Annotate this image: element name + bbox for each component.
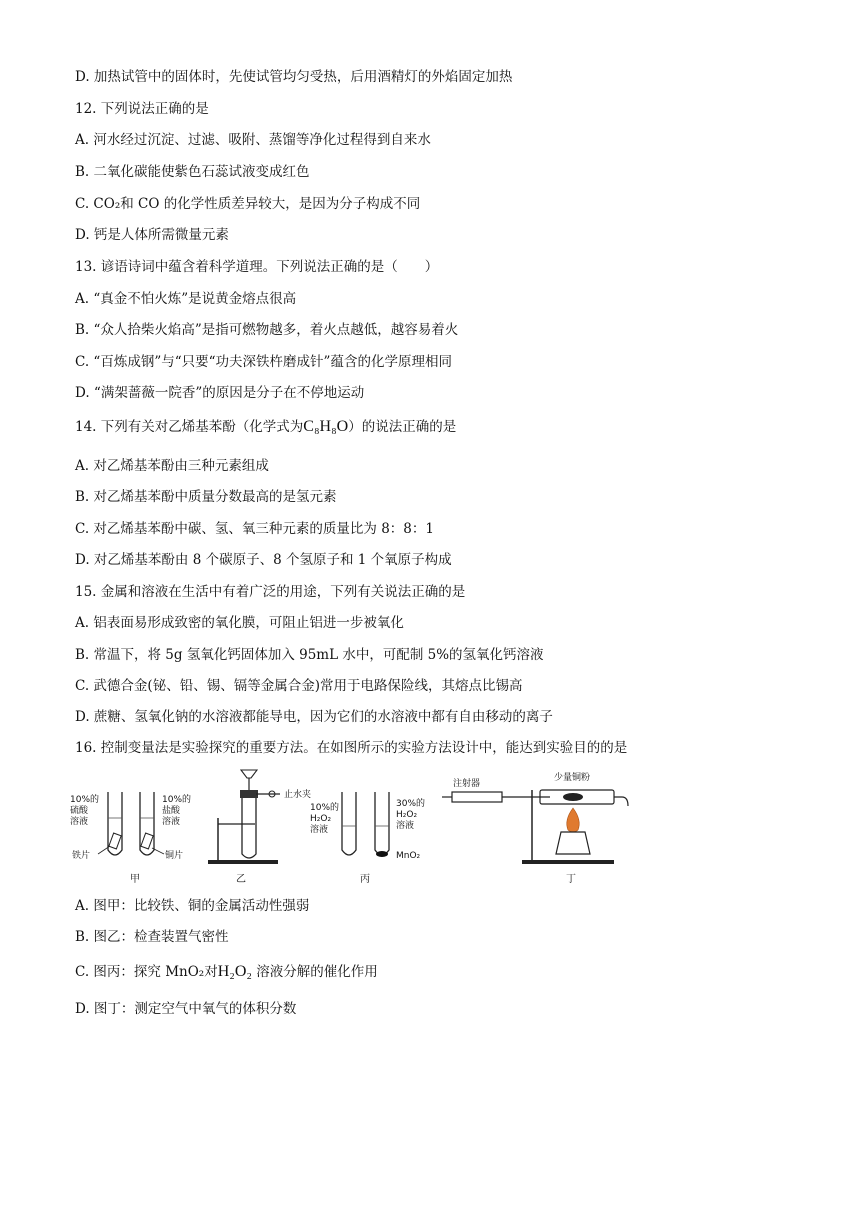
- q14-formula: C₈H₈O: [303, 418, 349, 435]
- bing-right-label-2: H₂O₂: [396, 810, 418, 820]
- jia-test-tube-left: [108, 792, 122, 855]
- q16-option-b: B. 图乙：检查装置气密性: [75, 929, 229, 945]
- q12-stem: 12. 下列说法正确的是: [75, 101, 209, 117]
- q16-option-c-formula: H₂O₂: [217, 963, 252, 980]
- q16-option-d: D. 图丁：测定空气中氧气的体积分数: [75, 1001, 297, 1017]
- q14-stem-post: ）的说法正确的是: [348, 419, 457, 435]
- q13-option-a: A. “真金不怕火炼”是说黄金熔点很高: [75, 291, 297, 307]
- q15-stem: 15. 金属和溶液在生活中有着广泛的用途，下列有关说法正确的是: [75, 584, 466, 600]
- ding-alcohol-lamp: [556, 832, 590, 854]
- bing-mno2-label: MnO₂: [396, 851, 421, 861]
- q13-option-d: D. “满架蔷薇一院香”的原因是分子在不停地运动: [75, 385, 365, 401]
- q16-option-c-post: 溶液分解的催化作用: [256, 964, 378, 980]
- q13-stem: 13. 谚语诗词中蕴含着科学道理。下列说法正确的是（ ）: [75, 259, 439, 275]
- q15-option-d: D. 蔗糖、氢氧化钠的水溶液都能导电，因为它们的水溶液中都有自由移动的离子: [75, 709, 553, 725]
- q14-option-b: B. 对乙烯基苯酚中质量分数最高的是氢元素: [75, 489, 337, 505]
- bing-right-label-1: 30%的: [396, 799, 426, 809]
- q15-option-a: A. 铝表面易形成致密的氧化膜，可阻止铝进一步被氧化: [75, 615, 404, 631]
- figure-jia: [70, 792, 191, 885]
- bing-left-label-2: H₂O₂: [310, 814, 332, 824]
- jia-test-tube-right: [140, 792, 154, 855]
- bing-right-label-3: 溶液: [396, 821, 415, 831]
- q12-option-b: B. 二氧化碳能使紫色石蕊试液变成红色: [75, 164, 310, 180]
- bing-test-tube-left: [342, 792, 356, 855]
- ding-flame-icon: [567, 808, 579, 832]
- q15-option-b: B. 常温下，将 5g 氢氧化钙固体加入 95mL 水中，可配制 5%的氢氧化钙溶液: [75, 647, 544, 663]
- q15-option-c: C. 武德合金(铋、铅、锡、镉等金属合金)常用于电路保险线，其熔点比锡高: [75, 678, 523, 694]
- ding-syringe: [452, 792, 502, 802]
- ding-stand-base: [522, 860, 614, 864]
- yi-stand-base: [208, 860, 278, 864]
- yi-stopper: [240, 790, 258, 798]
- bing-test-tube-right: [375, 792, 389, 855]
- figure-yi: [208, 770, 311, 885]
- q13-option-c: C. “百炼成钢”与“只要“功夫深铁杵磨成针”蕴含的化学原理相同: [75, 354, 452, 370]
- q16-option-c: [75, 963, 378, 981]
- yi-funnel: [241, 770, 257, 778]
- jia-iron-sheet: [109, 833, 121, 849]
- jia-label-2: 硫酸: [70, 806, 89, 816]
- q14-stem-pre: 14. 下列有关对乙烯基苯酚（化学式为: [75, 419, 304, 435]
- yi-test-tube: [242, 796, 256, 858]
- jia-label-6: 溶液: [162, 817, 181, 827]
- q14-option-a: A. 对乙烯基苯酚由三种元素组成: [75, 458, 269, 474]
- q13-option-b: B. “众人拾柴火焰高”是指可燃物越多，着火点越低，越容易着火: [75, 322, 459, 338]
- q14-option-d: D. 对乙烯基苯酚由 8 个碳原子、8 个氢原子和 1 个氧原子构成: [75, 552, 452, 568]
- yi-caption: 乙: [236, 874, 246, 885]
- jia-iron-label: 铁片: [72, 851, 91, 861]
- yi-clamp-label: 止水夹: [284, 790, 312, 800]
- q11-option-d: D. 加热试管中的固体时，先使试管均匀受热，后用酒精灯的外焰固定加热: [75, 69, 513, 85]
- jia-label-4: 10%的: [162, 795, 192, 805]
- q12-option-a: A. 河水经过沉淀、过滤、吸附、蒸馏等净化过程得到自来水: [75, 132, 431, 148]
- experiment-figure: [70, 768, 670, 888]
- ding-copper-powder: [563, 793, 583, 801]
- bing-caption: 丙: [360, 874, 370, 885]
- bing-mno2-powder: [376, 851, 388, 857]
- figure-ding: [442, 771, 628, 885]
- ding-caption: 丁: [566, 874, 576, 885]
- ding-syringe-label: 注射器: [453, 779, 481, 789]
- jia-label-3: 溶液: [70, 817, 89, 827]
- bing-left-label-1: 10%的: [310, 803, 340, 813]
- bing-left-label-3: 溶液: [310, 825, 329, 835]
- q14-stem: [75, 418, 456, 436]
- figure-bing: [310, 792, 425, 885]
- q16-option-c-pre: C. 图丙：探究 MnO₂对: [75, 964, 218, 980]
- jia-label-5: 盐酸: [162, 806, 181, 816]
- jia-label-1: 10%的: [70, 795, 100, 805]
- jia-copper-label: 铜片: [165, 851, 184, 861]
- q12-option-d: D. 钙是人体所需微量元素: [75, 227, 229, 243]
- q12-option-c: C. CO₂和 CO 的化学性质差异较大，是因为分子构成不同: [75, 196, 421, 212]
- q14-option-c: C. 对乙烯基苯酚中碳、氢、氧三种元素的质量比为 8：8：1: [75, 521, 434, 537]
- jia-copper-sheet: [141, 833, 153, 849]
- q16-stem: 16. 控制变量法是实验探究的重要方法。在如图所示的实验方法设计中，能达到实验目的的是: [75, 740, 628, 756]
- q16-option-a: A. 图甲：比较铁、铜的金属活动性强弱: [75, 898, 310, 914]
- ding-copper-label: 少量铜粉: [554, 773, 591, 783]
- ding-outlet-tube: [614, 797, 628, 806]
- jia-caption: 甲: [130, 874, 140, 885]
